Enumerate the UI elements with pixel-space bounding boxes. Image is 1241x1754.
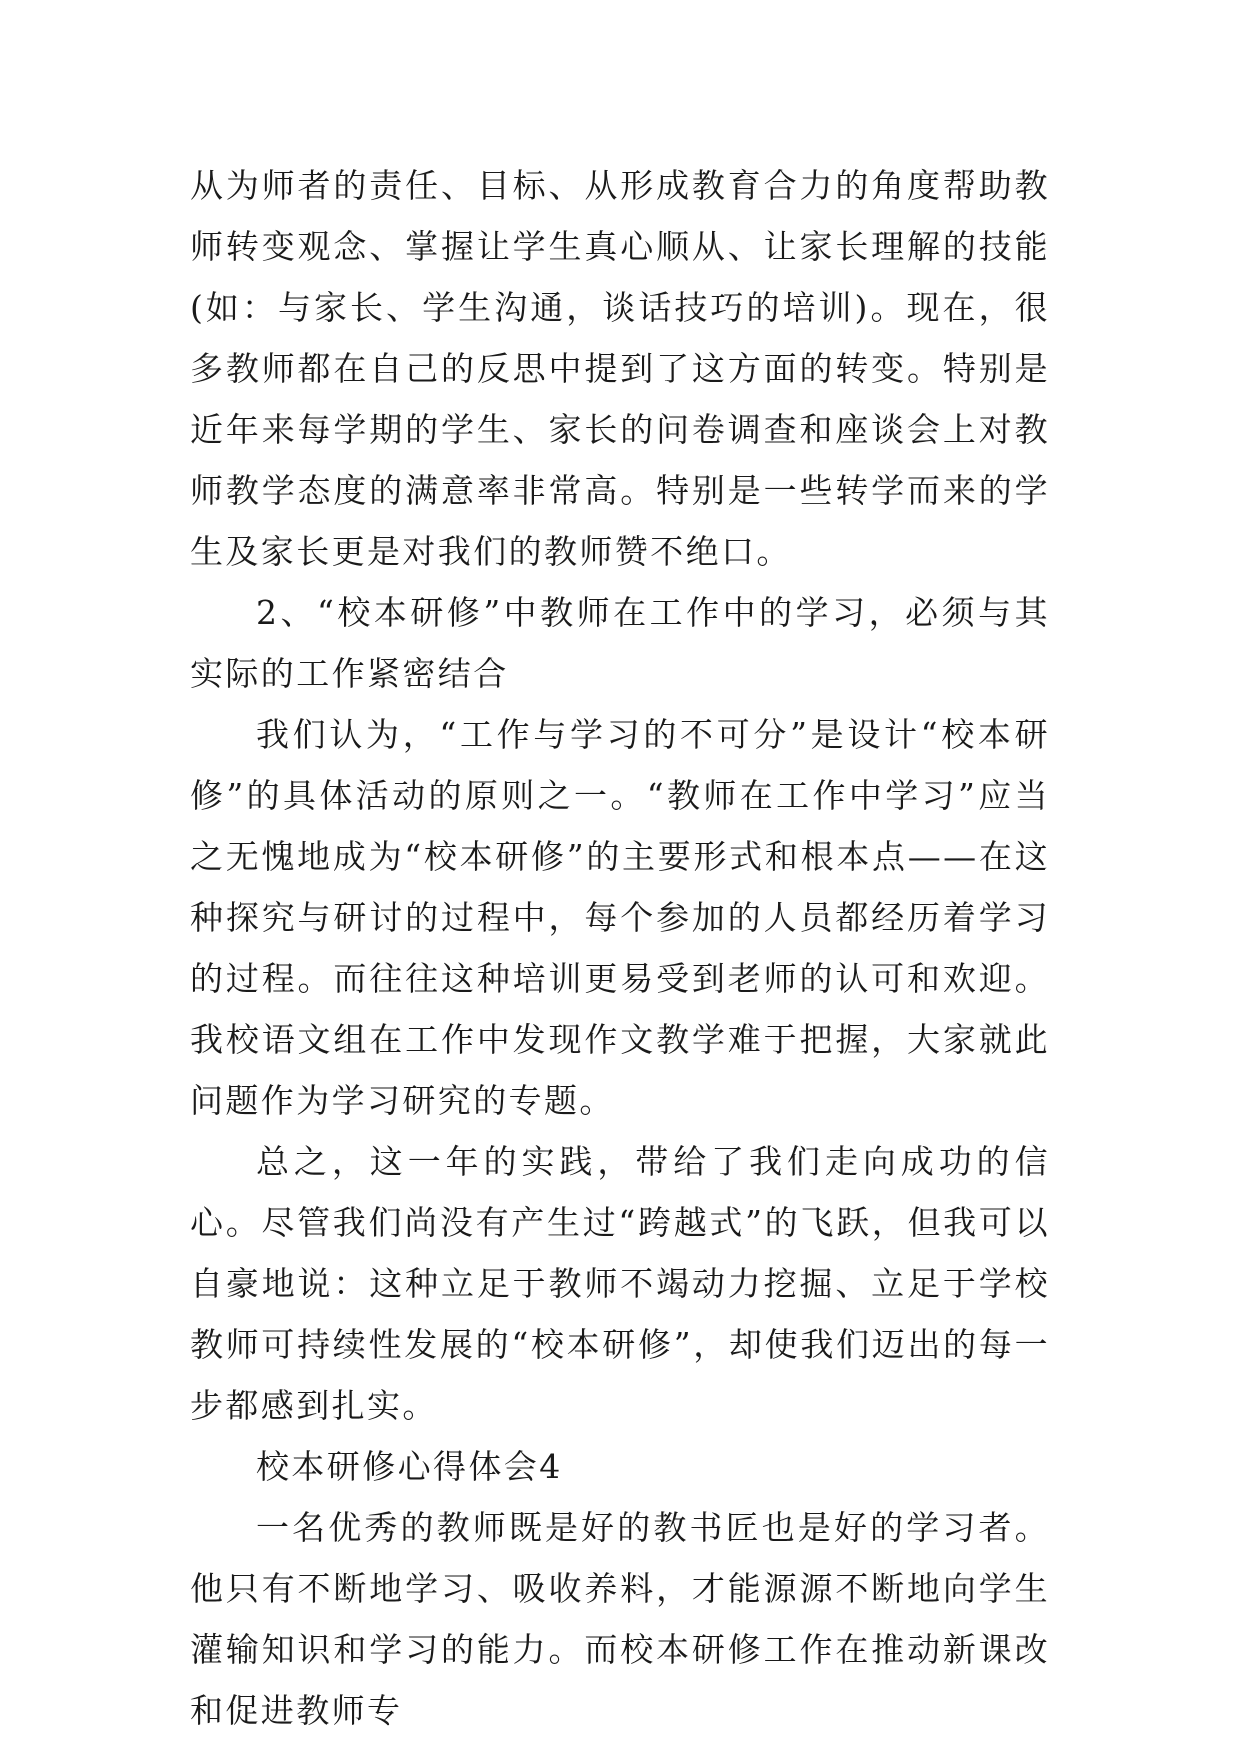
paragraph-section-2-heading: 2、“校本研修”中教师在工作中的学习，必须与其实际的工作紧密结合 [190,593,1050,693]
paragraph-work-and-learning: 我们认为，“工作与学习的不可分”是设计“校本研修”的具体活动的原则之一。“教师在工作中学习”应当之无愧地成为“校本研修”的主要形式和根本点——在这种探究与研讨的过程中，每个参加的人员都经历着学习的过程。而往往这种培训更易受到老师的认可和欢迎。我校语文组在工作中发现作文教学难于把握，大家就此问题作为学习研究的专题。 [190,715,1050,1120]
paragraph-teacher-skills: 从为师者的责任、目标、从形成教育合力的角度帮助教师转变观念、掌握让学生真心顺从、让家长理解的技能(如：与家长、学生沟通，谈话技巧的培训)。现在，很多教师都在自己的反思中提到了这方面的转变。特别是近年来每学期的学生、家长的问卷调查和座谈会上对教师教学态度的满意率非常高。特别是一些转学而来的学生及家长更是对我们的教师赞不绝口。 [190,166,1050,571]
document-body [190,155,1050,1741]
paragraph-conclusion: 总之，这一年的实践，带给了我们走向成功的信心。尽管我们尚没有产生过“跨越式”的飞跃，但我可以自豪地说：这种立足于教师不竭动力挖掘、立足于学校教师可持续性发展的“校本研修”，却使我们迈出的每一步都感到扎实。 [190,1142,1050,1425]
section-title: 校本研修心得体会4 [256,1447,563,1486]
paragraph-excellent-teacher: 一名优秀的教师既是好的教书匠也是好的学习者。他只有不断地学习、吸收养料，才能源源不断地向学生灌输知识和学习的能力。而校本研修工作在推动新课改和促进教师专 [190,1508,1050,1730]
